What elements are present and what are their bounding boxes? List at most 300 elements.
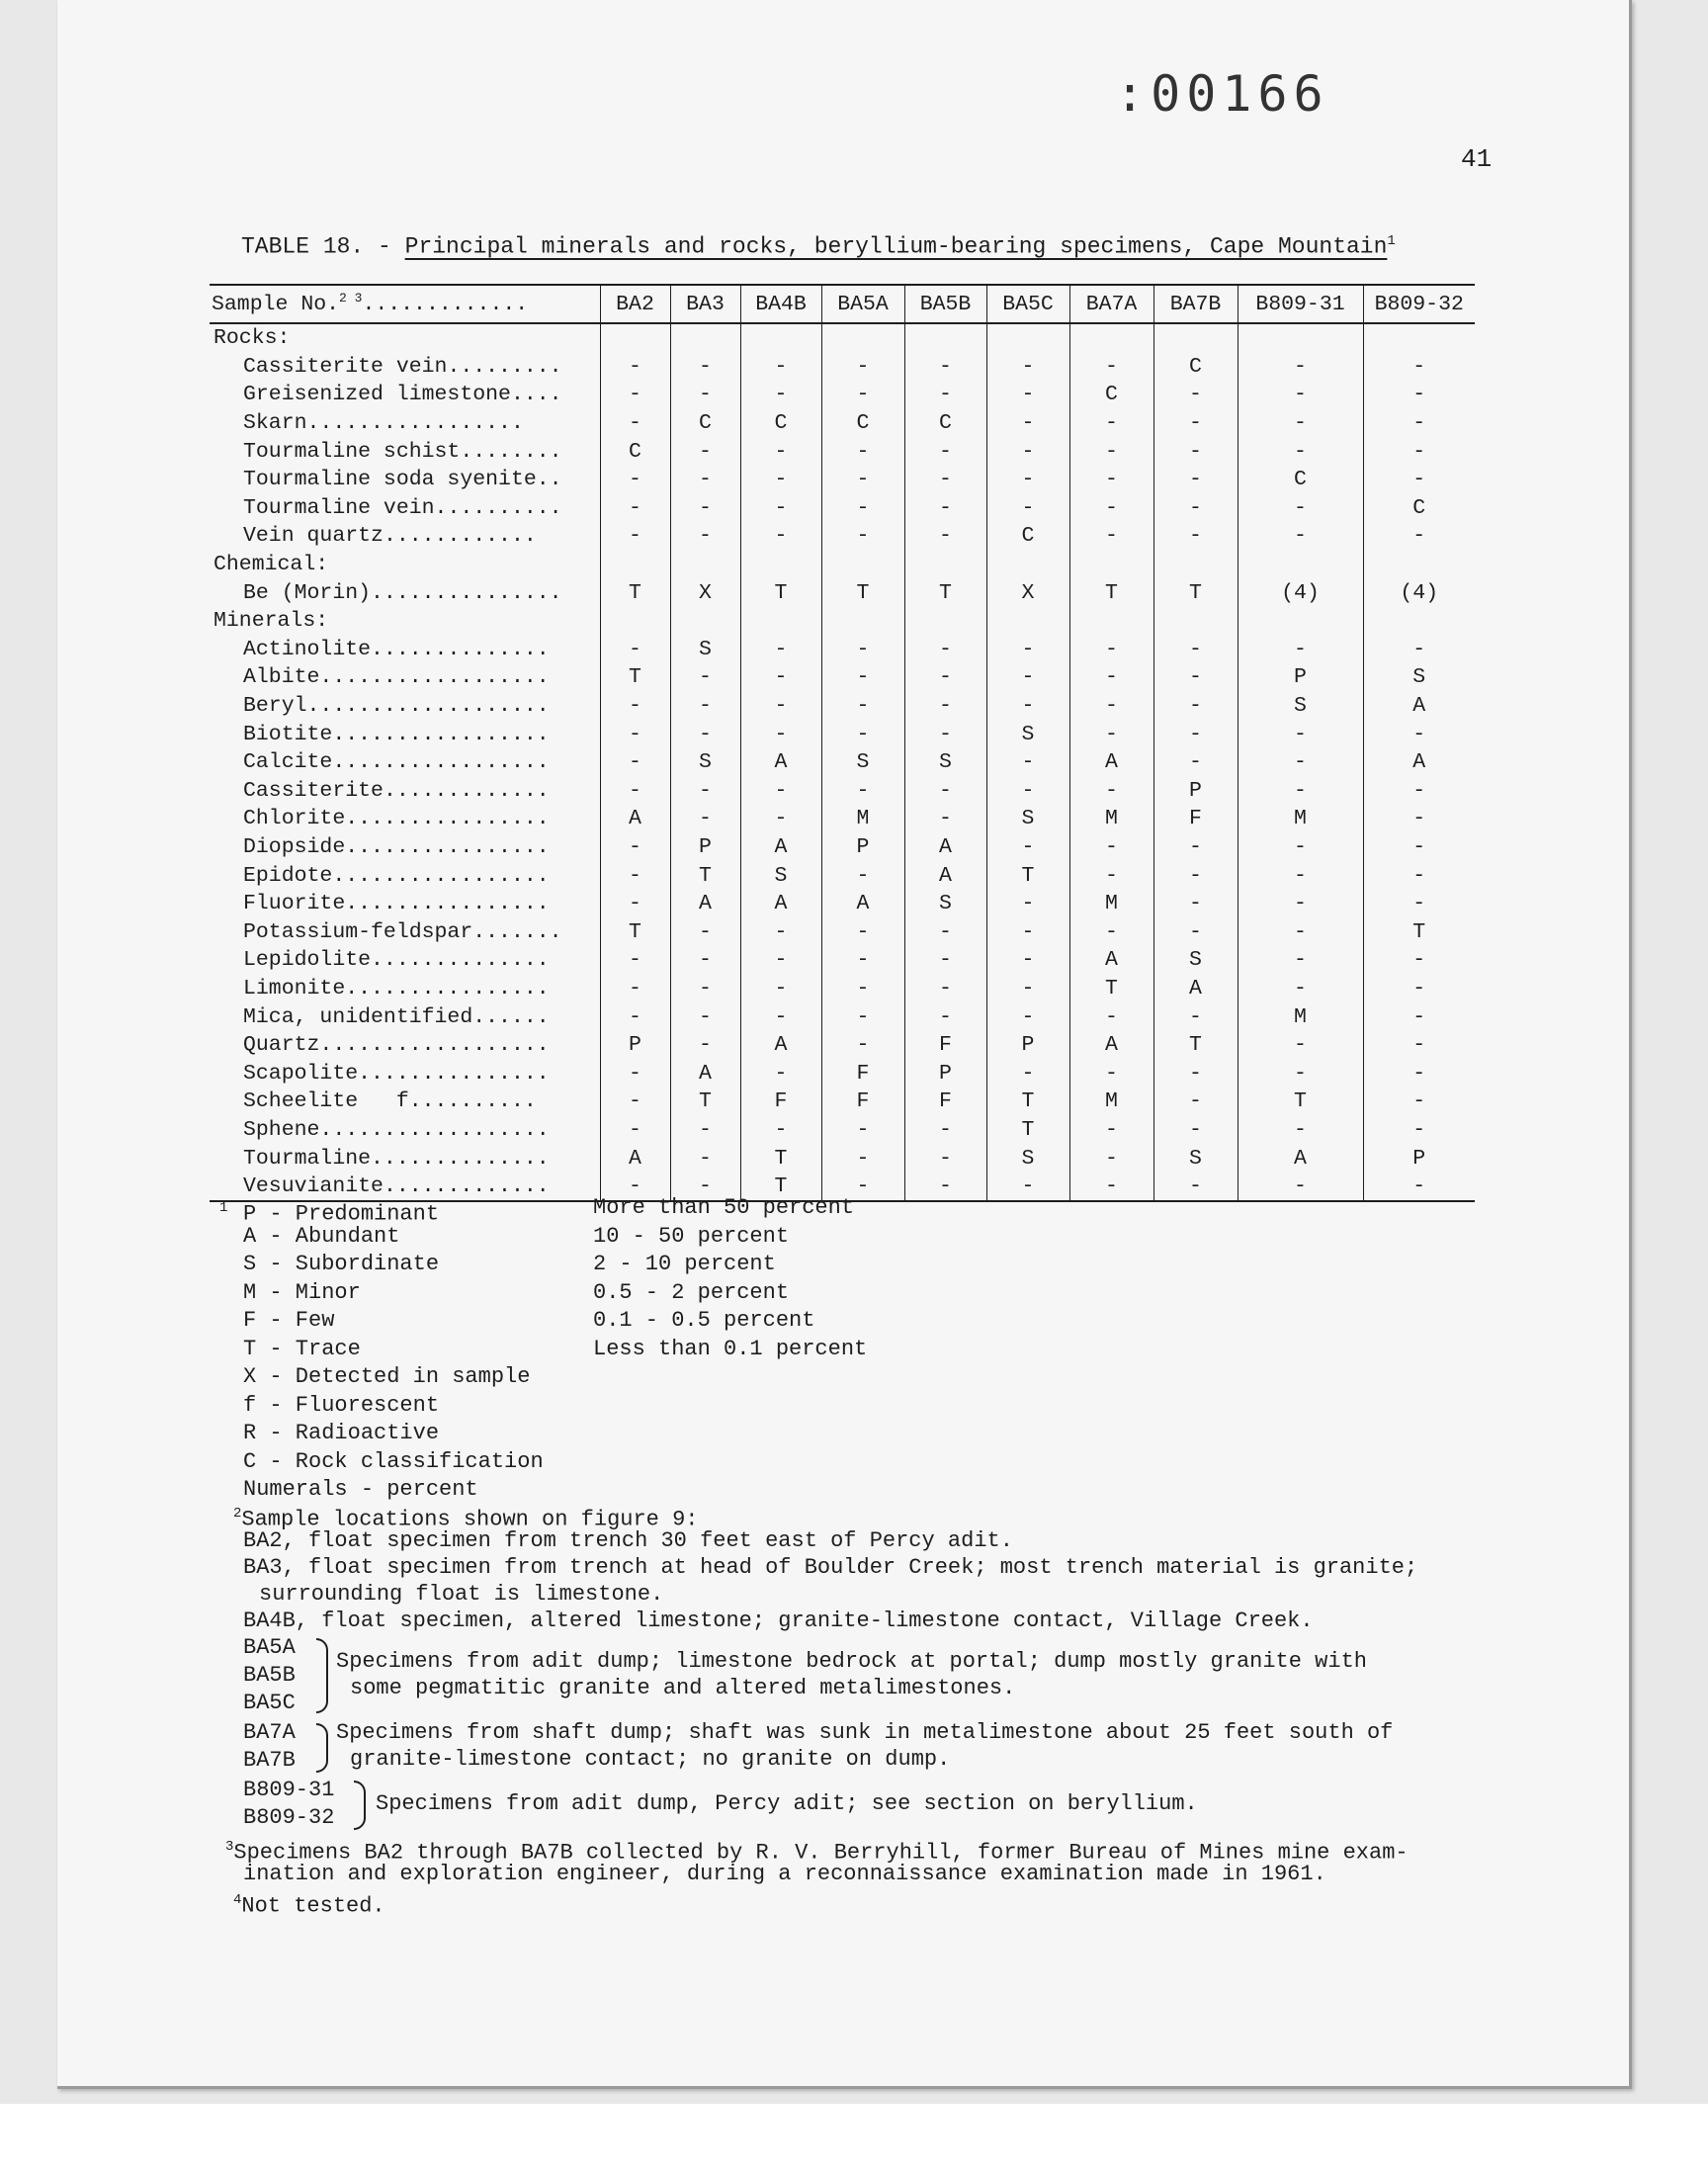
table-cell: -	[986, 663, 1069, 692]
key-code: M - Minor	[243, 1279, 361, 1305]
row-label-dots: ........	[460, 439, 562, 464]
column-header-ba7b: BA7B	[1153, 285, 1238, 323]
table-cell	[600, 323, 670, 353]
table-cell: -	[740, 636, 821, 664]
row-label	[210, 917, 600, 946]
row-label-dots: ................	[345, 976, 550, 1000]
table-cell: -	[821, 494, 904, 523]
column-header-ba5b: BA5B	[904, 285, 986, 323]
table-cell: -	[670, 353, 740, 382]
table-cell: -	[1363, 833, 1475, 862]
row-label-dots: ..............	[371, 1146, 550, 1171]
table-cell: A	[904, 861, 986, 890]
group-text-line: Specimens from adit dump; limestone bedrock at portal; dump mostly granite with	[336, 1649, 1367, 1674]
table-cell	[1238, 323, 1363, 353]
table-cell: -	[986, 692, 1069, 721]
table-cell: -	[904, 381, 986, 409]
table-cell: -	[670, 1002, 740, 1031]
table-cell: -	[986, 437, 1069, 466]
table-cell: -	[986, 946, 1069, 975]
table-cell	[1153, 551, 1238, 579]
key-code: P - Predominant	[243, 1201, 440, 1227]
row-label-dots: ..........	[408, 1089, 537, 1114]
table-cell: (4)	[1363, 578, 1475, 607]
table-cell: -	[821, 1144, 904, 1173]
table-cell: -	[821, 692, 904, 721]
row-label-text: Sphene	[243, 1117, 320, 1142]
table-cell: -	[821, 1031, 904, 1060]
table-cell: -	[1238, 437, 1363, 466]
table-cell: -	[821, 381, 904, 409]
table-cell: -	[1153, 1002, 1238, 1031]
table-cell: -	[740, 917, 821, 946]
row-label-text: Minerals:	[214, 609, 329, 634]
row-label-text: Chlorite	[243, 807, 346, 831]
table-cell: -	[1238, 1031, 1363, 1060]
table-cell: -	[740, 720, 821, 748]
table-row	[210, 1059, 1475, 1088]
table-cell: F	[821, 1059, 904, 1088]
row-label-text: Tourmaline	[243, 1146, 372, 1171]
row-label-dots: .........	[447, 354, 562, 379]
table-cell: T	[670, 861, 740, 890]
table-cell: -	[1153, 890, 1238, 918]
column-header-b809-31: B809-31	[1238, 285, 1363, 323]
row-label-dots: ..........	[434, 495, 562, 520]
table-cell	[904, 551, 986, 579]
page-number: 41	[1461, 144, 1493, 174]
table-cell: -	[1069, 466, 1153, 494]
table-title-footnote: 1	[1387, 233, 1396, 249]
table-cell: -	[821, 636, 904, 664]
row-label	[210, 1144, 600, 1173]
row-label-dots: ..................	[319, 665, 550, 690]
table-cell: -	[1153, 437, 1238, 466]
table-cell: -	[600, 890, 670, 918]
row-label-text: Biotite	[243, 722, 333, 746]
table-cell	[1363, 551, 1475, 579]
table-title-main: Principal minerals and rocks, beryllium-bearing specimens, Cape Mountain	[404, 233, 1388, 260]
table-cell: -	[821, 522, 904, 551]
row-label	[210, 381, 600, 409]
table-cell: -	[1363, 890, 1475, 918]
row-label-dots: ................	[345, 807, 550, 831]
table-cell: -	[904, 720, 986, 748]
group-text	[336, 1648, 1367, 1701]
table-cell: -	[1069, 1144, 1153, 1173]
table-cell	[1069, 607, 1153, 636]
table-row	[210, 437, 1475, 466]
table-cell: -	[670, 1031, 740, 1060]
row-label	[210, 1002, 600, 1031]
group-brace	[316, 1638, 328, 1713]
table-cell	[986, 551, 1069, 579]
row-label-dots: ..............	[371, 948, 550, 973]
key-code: f - Fluorescent	[243, 1392, 440, 1418]
table-cell: -	[1069, 522, 1153, 551]
table-cell: -	[986, 494, 1069, 523]
table-cell: -	[1153, 636, 1238, 664]
table-cell: -	[1069, 1116, 1153, 1145]
table-cell: -	[1238, 636, 1363, 664]
table-cell: -	[986, 381, 1069, 409]
table-cell: P	[904, 1059, 986, 1088]
table-cell: M	[1069, 890, 1153, 918]
table-cell: -	[904, 975, 986, 1003]
table-cell: -	[1153, 1116, 1238, 1145]
table-cell: -	[986, 1002, 1069, 1031]
row-label	[210, 1059, 600, 1088]
table-cell: A	[1238, 1144, 1363, 1173]
row-label	[210, 890, 600, 918]
table-cell	[1153, 607, 1238, 636]
header-sample-no	[210, 285, 600, 323]
table-cell: P	[1238, 663, 1363, 692]
row-label-text: Chemical:	[214, 553, 329, 577]
table-cell: F	[904, 1031, 986, 1060]
group-text-line: some pegmatitic granite and altered metalimestones.	[350, 1676, 1016, 1700]
table-section-row	[210, 607, 1475, 636]
row-label-text: Albite	[243, 665, 320, 690]
sample-id: BA7B	[243, 1748, 296, 1773]
footnote-marker: 4	[233, 1892, 242, 1908]
note-ba2: BA2, float specimen from trench 30 feet east of Percy adit.	[243, 1528, 1013, 1553]
table-cell: T	[1069, 578, 1153, 607]
row-label-dots: ................	[345, 834, 550, 859]
table-cell: -	[1363, 720, 1475, 748]
key-code: Numerals - percent	[243, 1477, 478, 1502]
table-cell	[821, 607, 904, 636]
table-cell: -	[1069, 409, 1153, 438]
row-label-text: Rocks:	[214, 326, 291, 351]
table-cell: T	[1363, 917, 1475, 946]
table-cell: -	[821, 437, 904, 466]
table-cell: -	[1153, 663, 1238, 692]
table-cell: M	[1238, 1002, 1363, 1031]
row-label	[210, 720, 600, 748]
table-cell	[986, 607, 1069, 636]
table-cell: -	[1363, 636, 1475, 664]
sample-id: B809-32	[243, 1805, 335, 1830]
table-cell: -	[1238, 1116, 1363, 1145]
table-cell: -	[740, 1002, 821, 1031]
table-cell: A	[740, 748, 821, 777]
row-label-dots: ..................	[319, 1033, 550, 1058]
table-cell: T	[986, 1088, 1069, 1116]
table-row	[210, 917, 1475, 946]
header-footnotes: 2 3	[339, 291, 363, 306]
row-label	[210, 437, 600, 466]
key-description: 2 - 10 percent	[593, 1252, 776, 1276]
sample-id: BA5B	[243, 1663, 296, 1688]
table-cell: -	[821, 663, 904, 692]
table-cell: -	[1238, 1059, 1363, 1088]
table-cell: -	[600, 409, 670, 438]
table-cell: S	[670, 748, 740, 777]
row-label-text: Tourmaline soda syenite	[243, 468, 537, 492]
table-cell: -	[986, 917, 1069, 946]
table-cell: -	[1069, 1059, 1153, 1088]
row-label-text: Limonite	[243, 976, 346, 1000]
table-row	[210, 946, 1475, 975]
table-cell: A	[600, 1144, 670, 1173]
key-row	[219, 1194, 855, 1227]
key-description: Less than 0.1 percent	[593, 1336, 868, 1361]
note-group-ba5	[243, 1634, 1417, 1719]
row-label	[210, 409, 600, 438]
table-cell: -	[1238, 975, 1363, 1003]
table-cell: -	[904, 917, 986, 946]
table-cell: C	[904, 409, 986, 438]
key-code: T - Trace	[243, 1336, 361, 1361]
table-cell: -	[1153, 1088, 1238, 1116]
table-cell: -	[1363, 861, 1475, 890]
table-cell: -	[600, 946, 670, 975]
header-dots: .............	[362, 293, 529, 317]
table-cell: -	[904, 494, 986, 523]
table-cell	[670, 551, 740, 579]
table-cell	[740, 323, 821, 353]
table-cell: -	[821, 353, 904, 382]
key-row	[219, 1363, 544, 1392]
table-cell: -	[904, 663, 986, 692]
table-cell	[1069, 323, 1153, 353]
footnote-text: Specimens BA2 through BA7B collected by R. V. Berryhill, former Bureau of Mines mine exam-	[233, 1840, 1409, 1866]
table-cell: -	[1069, 1002, 1153, 1031]
table-cell: -	[740, 466, 821, 494]
key-description: 0.5 - 2 percent	[593, 1279, 790, 1305]
row-label-dots: ..	[536, 468, 562, 492]
table-cell: -	[740, 1116, 821, 1145]
column-header-ba5c: BA5C	[986, 285, 1069, 323]
group-brace	[354, 1781, 366, 1830]
row-label-dots: ............	[383, 524, 537, 549]
row-label	[210, 805, 600, 833]
table-cell: P	[1363, 1144, 1475, 1173]
table-cell: S	[1153, 1144, 1238, 1173]
table-cell: T	[904, 578, 986, 607]
table-cell: -	[740, 946, 821, 975]
table-cell	[740, 607, 821, 636]
row-label-text: Vesuvianite	[243, 1174, 384, 1199]
row-label-text: Potassium-feldspar	[243, 919, 473, 944]
row-label-dots: ..............	[371, 637, 550, 661]
table-cell: -	[1153, 748, 1238, 777]
row-label	[210, 607, 600, 636]
table-title	[241, 233, 1396, 260]
table-cell	[986, 323, 1069, 353]
table-cell: X	[670, 578, 740, 607]
table-cell: -	[904, 1116, 986, 1145]
table-cell: -	[1153, 494, 1238, 523]
table-row	[210, 381, 1475, 409]
table-cell: A	[1153, 975, 1238, 1003]
footnote-marker: 2	[233, 1506, 242, 1522]
table-cell: C	[821, 409, 904, 438]
table-cell: -	[740, 381, 821, 409]
note-group-ba7	[243, 1719, 1417, 1777]
table-cell: C	[670, 409, 740, 438]
table-cell: -	[986, 890, 1069, 918]
key-row	[219, 1251, 776, 1279]
table-cell: -	[1363, 437, 1475, 466]
footnote-3-line1	[225, 1834, 1417, 1866]
table-cell: -	[600, 1116, 670, 1145]
table-row	[210, 692, 1475, 721]
table-cell: -	[670, 692, 740, 721]
row-label-dots: .................	[306, 411, 524, 436]
table-cell	[670, 607, 740, 636]
table-row	[210, 1116, 1475, 1145]
group-text	[376, 1790, 1198, 1817]
table-cell: -	[600, 975, 670, 1003]
table-cell: -	[986, 833, 1069, 862]
key-code: X - Detected in sample	[243, 1364, 531, 1389]
table-cell: A	[1363, 748, 1475, 777]
table-cell: C	[986, 522, 1069, 551]
table-cell: -	[904, 805, 986, 833]
table-cell: -	[740, 692, 821, 721]
table-cell: -	[670, 946, 740, 975]
table-cell: F	[740, 1088, 821, 1116]
table-cell: A	[600, 805, 670, 833]
column-header-b809-32: B809-32	[1363, 285, 1475, 323]
table-cell: -	[600, 748, 670, 777]
row-label-dots: .................	[332, 863, 550, 888]
table-cell: -	[1238, 748, 1363, 777]
table-cell: -	[600, 833, 670, 862]
table-cell: M	[1238, 805, 1363, 833]
note-group-b809	[243, 1777, 1417, 1834]
row-label-dots: ...................	[306, 694, 550, 719]
row-label	[210, 522, 600, 551]
table-cell: -	[1069, 777, 1153, 806]
table-cell: X	[986, 578, 1069, 607]
table-cell: -	[1363, 1116, 1475, 1145]
key-code: F - Few	[243, 1308, 335, 1333]
table-cell	[600, 551, 670, 579]
table-cell: -	[821, 1173, 904, 1202]
table-cell: S	[670, 636, 740, 664]
row-label-text: Tourmaline schist	[243, 439, 461, 464]
row-label-text: Tourmaline vein	[243, 495, 435, 520]
table-cell: S	[904, 890, 986, 918]
footnote-4	[233, 1887, 1417, 1919]
table-cell: -	[904, 777, 986, 806]
table-cell: A	[670, 890, 740, 918]
group-ids	[243, 1777, 334, 1832]
table-cell: -	[670, 1116, 740, 1145]
table-cell: -	[821, 1116, 904, 1145]
key-row	[219, 1279, 790, 1308]
key-code: S - Subordinate	[243, 1252, 440, 1276]
table-cell: -	[986, 353, 1069, 382]
table-cell: -	[1363, 522, 1475, 551]
table-cell: S	[1153, 946, 1238, 975]
table-cell: -	[600, 1002, 670, 1031]
table-cell: -	[1069, 353, 1153, 382]
table-cell: P	[600, 1031, 670, 1060]
table-cell: -	[670, 466, 740, 494]
table-cell: C	[1069, 381, 1153, 409]
sample-id: BA5C	[243, 1691, 296, 1715]
table-cell: A	[670, 1059, 740, 1088]
table-cell	[740, 551, 821, 579]
table-cell: -	[821, 861, 904, 890]
table-cell	[1363, 607, 1475, 636]
table-cell: -	[1153, 692, 1238, 721]
table-cell: S	[1238, 692, 1363, 721]
table-row	[210, 1002, 1475, 1031]
table-cell: -	[904, 437, 986, 466]
row-label	[210, 777, 600, 806]
key-row	[219, 1392, 544, 1421]
table-row	[210, 494, 1475, 523]
table-cell: M	[1069, 1088, 1153, 1116]
footnote-text: Sample locations shown on figure 9:	[241, 1507, 699, 1532]
table-cell: -	[600, 777, 670, 806]
table-cell: -	[1238, 1173, 1363, 1202]
table-cell: -	[1363, 975, 1475, 1003]
table-cell: -	[1069, 663, 1153, 692]
table-cell: -	[986, 748, 1069, 777]
table-cell: -	[670, 494, 740, 523]
table-cell: -	[1363, 1002, 1475, 1031]
row-label	[210, 551, 600, 579]
sample-id: BA5A	[243, 1635, 296, 1660]
table-cell: A	[740, 890, 821, 918]
table-cell: -	[1238, 946, 1363, 975]
table-cell: -	[1238, 494, 1363, 523]
table-header-row	[210, 285, 1475, 323]
row-label-text: Fluorite	[243, 892, 346, 916]
table-cell: F	[821, 1088, 904, 1116]
table-cell	[600, 607, 670, 636]
table-cell: T	[600, 917, 670, 946]
row-label-text: Epidote	[243, 863, 333, 888]
table-cell: -	[670, 1144, 740, 1173]
table-cell: -	[1363, 805, 1475, 833]
table-title-prefix: TABLE 18. -	[241, 233, 405, 260]
table-cell: -	[1238, 522, 1363, 551]
table-cell: S	[986, 720, 1069, 748]
table-cell: -	[1153, 720, 1238, 748]
table-cell: -	[1069, 833, 1153, 862]
table-row	[210, 833, 1475, 862]
row-label-text: Scheelite f	[243, 1089, 409, 1114]
table-row	[210, 1088, 1475, 1116]
table-cell: -	[1069, 437, 1153, 466]
table-cell: -	[740, 494, 821, 523]
table-cell: -	[1069, 720, 1153, 748]
table-cell: -	[986, 975, 1069, 1003]
table-cell: -	[1238, 861, 1363, 890]
table-cell: A	[740, 833, 821, 862]
table-cell: -	[600, 636, 670, 664]
key-row	[219, 1223, 790, 1252]
table-cell: -	[904, 353, 986, 382]
row-label	[210, 1116, 600, 1145]
row-label-text: Calcite	[243, 750, 333, 775]
table-cell: -	[600, 353, 670, 382]
table-cell: -	[904, 636, 986, 664]
table-cell: S	[986, 805, 1069, 833]
table-cell: -	[600, 720, 670, 748]
row-label	[210, 353, 600, 382]
row-label-dots: .............	[383, 1174, 550, 1199]
column-header-ba2: BA2	[600, 285, 670, 323]
table-cell: P	[986, 1031, 1069, 1060]
